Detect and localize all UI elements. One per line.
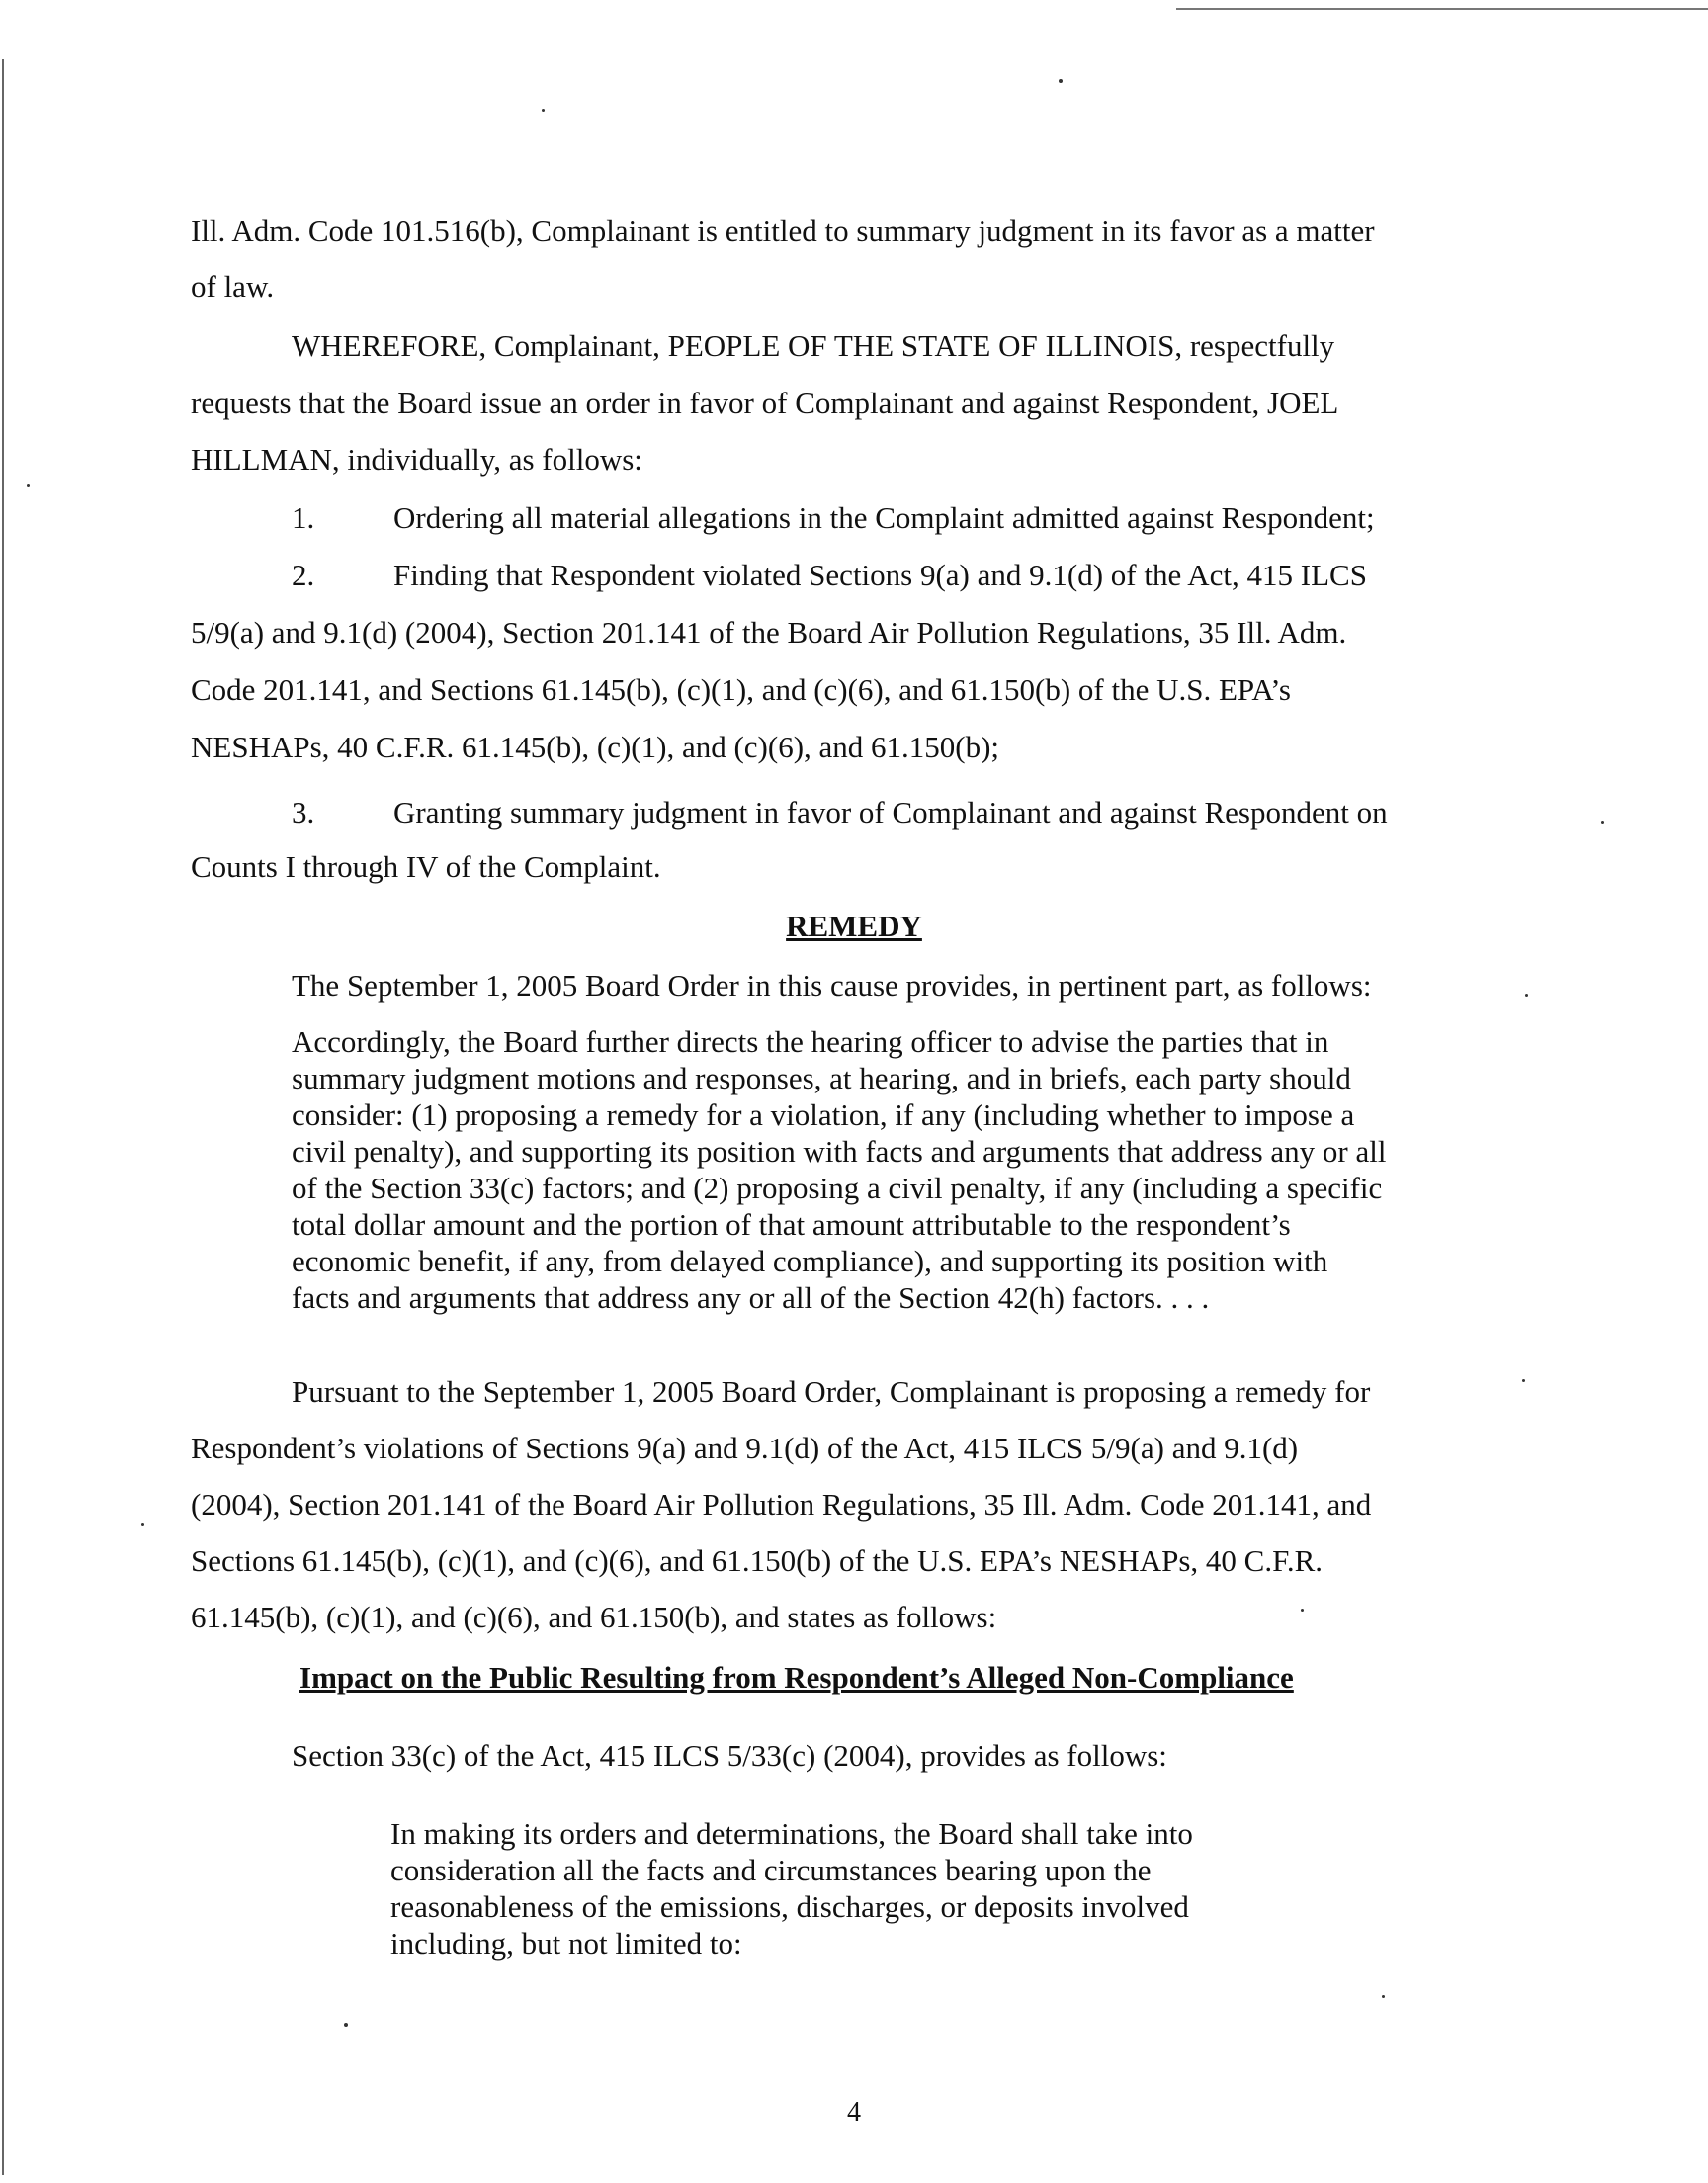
request-line: Granting summary judgment in favor of Complainant and against Respondent on bbox=[393, 795, 1388, 830]
request-line: Counts I through IV of the Complaint. bbox=[191, 849, 661, 884]
request-number: 3. bbox=[292, 795, 315, 830]
remedy-heading: REMEDY bbox=[786, 909, 922, 943]
board-order-quote bbox=[292, 1023, 1517, 1316]
wherefore-line: WHEREFORE, Complainant, PEOPLE OF THE STATE OF ILLINOIS, respectfully bbox=[292, 328, 1335, 363]
board-quote-line: summary judgment motions and responses, at hearing, and in briefs, each party should bbox=[292, 1061, 1351, 1095]
section33-quote-line: reasonableness of the emissions, discharges, or deposits involved bbox=[390, 1889, 1189, 1924]
board-quote-line: civil penalty), and supporting its position with facts and arguments that address any or all bbox=[292, 1134, 1387, 1169]
pursuant-line: (2004), Section 201.141 of the Board Air Pollution Regulations, 35 Ill. Adm. Code 201.141, and bbox=[191, 1487, 1372, 1522]
request-line: Finding that Respondent violated Sections 9(a) and 9.1(d) of the Act, 415 ILCS bbox=[393, 558, 1367, 592]
pursuant-line: Respondent’s violations of Sections 9(a) and 9.1(d) of the Act, 415 ILCS 5/9(a) and 9.1(d) bbox=[191, 1431, 1299, 1465]
continuation-line: of law. bbox=[191, 269, 275, 304]
request-line: 5/9(a) and 9.1(d) (2004), Section 201.141 of the Board Air Pollution Regulations, 35 Ill. Adm. bbox=[191, 615, 1347, 650]
section33-quote-line: In making its orders and determinations, the Board shall take into bbox=[390, 1816, 1193, 1851]
request-line: Code 201.141, and Sections 61.145(b), (c)(1), and (c)(6), and 61.150(b) of the U.S. EPA’s bbox=[191, 672, 1291, 707]
impact-heading: Impact on the Public Resulting from Respondent’s Alleged Non-Compliance bbox=[299, 1660, 1294, 1695]
section33-quote-line: consideration all the facts and circumstances bearing upon the bbox=[390, 1853, 1152, 1887]
board-quote-line: of the Section 33(c) factors; and (2) proposing a civil penalty, if any (including a specific bbox=[292, 1171, 1383, 1205]
pursuant-line: 61.145(b), (c)(1), and (c)(6), and 61.150(b), and states as follows: bbox=[191, 1600, 997, 1634]
board-quote-line: facts and arguments that address any or all of the Section 42(h) factors. . . . bbox=[292, 1280, 1210, 1315]
board-quote-line: consider: (1) proposing a remedy for a violation, if any (including whether to impose a bbox=[292, 1097, 1355, 1132]
request-line: NESHAPs, 40 C.F.R. 61.145(b), (c)(1), and (c)(6), and 61.150(b); bbox=[191, 730, 1000, 764]
wherefore-line: requests that the Board issue an order in favor of Complainant and against Respondent, JOEL bbox=[191, 386, 1339, 420]
board-quote-line: economic benefit, if any, from delayed compliance), and supporting its position with bbox=[292, 1244, 1328, 1278]
pursuant-line: Pursuant to the September 1, 2005 Board Order, Complainant is proposing a remedy for bbox=[292, 1374, 1371, 1409]
board-quote-line: Accordingly, the Board further directs the hearing officer to advise the parties that in bbox=[292, 1024, 1329, 1059]
section33-intro: Section 33(c) of the Act, 415 ILCS 5/33(c) (2004), provides as follows: bbox=[292, 1738, 1167, 1773]
page-number: 4 bbox=[847, 2097, 861, 2128]
wherefore-line: HILLMAN, individually, as follows: bbox=[191, 442, 642, 477]
remedy-intro: The September 1, 2005 Board Order in this cause provides, in pertinent part, as follows: bbox=[292, 968, 1372, 1003]
section33-quote bbox=[390, 1815, 1379, 1962]
request-number: 2. bbox=[292, 558, 315, 592]
continuation-line: Ill. Adm. Code 101.516(b), Complainant is entitled to summary judgment in its favor as a matter bbox=[191, 214, 1375, 248]
request-line: Ordering all material allegations in the Complaint admitted against Respondent; bbox=[393, 500, 1375, 535]
pursuant-line: Sections 61.145(b), (c)(1), and (c)(6), and 61.150(b) of the U.S. EPA’s NESHAPs, 40 C.F.R. bbox=[191, 1543, 1324, 1578]
request-number: 1. bbox=[292, 500, 315, 535]
board-quote-line: total dollar amount and the portion of that amount attributable to the respondent’s bbox=[292, 1207, 1291, 1242]
section33-quote-line: including, but not limited to: bbox=[390, 1926, 742, 1961]
